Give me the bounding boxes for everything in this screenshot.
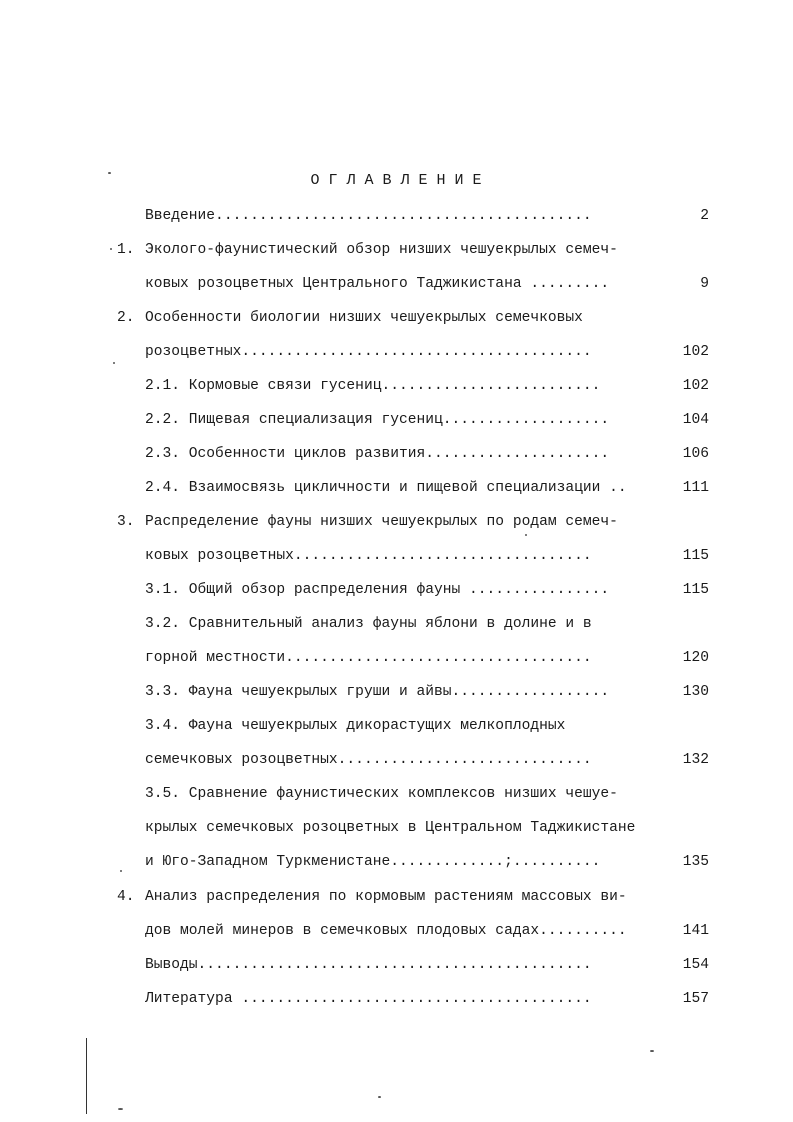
toc-page-3-4: 132 (682, 752, 709, 768)
scan-speck (118, 1108, 123, 1110)
toc-entry-2-1: 2.1. Кормовые связи гусениц......................... (145, 378, 601, 394)
scan-speck (378, 1096, 381, 1098)
toc-entry-3-line2: ковых розоцветных.................................. (145, 548, 592, 564)
toc-page-conclusions: 154 (682, 957, 709, 973)
scan-speck (113, 362, 115, 364)
scan-speck (108, 172, 111, 174)
scan-speck (525, 534, 527, 536)
toc-entry-3-2-line2: горной местности................................... (145, 650, 592, 666)
toc-page-2-4: 111 (682, 480, 709, 496)
toc-number-4: 4. (117, 889, 135, 905)
toc-entry-3-5-line1: 3.5. Сравнение фаунистических комплексов низших чешуе- (145, 786, 618, 802)
toc-entry-3-3: 3.3. Фауна чешуекрылых груши и айвы.................. (145, 684, 610, 700)
toc-page-2-1: 102 (682, 378, 709, 394)
toc-page-3-5: 135 (682, 854, 709, 870)
toc-entry-3-5-line2: крылых семечковых розоцветных в Центральном Таджикистане (145, 820, 636, 836)
toc-entry-3-4-line2: семечковых розоцветных............................. (145, 752, 592, 768)
toc-entry-2-3: 2.3. Особенности циклов развития..................... (145, 446, 610, 462)
toc-entry-2-4: 2.4. Взаимосвязь цикличности и пищевой специализации .. (145, 480, 627, 496)
toc-entry-literature: Литература ........................................ (145, 991, 592, 1007)
scan-speck (650, 1050, 654, 1052)
toc-entry-3-5-line3: и Юго-Западном Туркменистане.............;.......... (145, 854, 601, 870)
toc-entry-conclusions: Выводы............................................. (145, 957, 592, 973)
toc-entry-3-2-line1: 3.2. Сравнительный анализ фауны яблони в долине и в (145, 616, 592, 632)
toc-page-2-3: 106 (682, 446, 709, 462)
toc-page-literature: 157 (682, 991, 709, 1007)
toc-entry-4-line2: дов молей минеров в семечковых плодовых садах.......... (145, 923, 627, 939)
toc-page-3-1: 115 (682, 582, 709, 598)
toc-entry-1-line2: ковых розоцветных Центрального Таджикистана ......... (145, 276, 610, 292)
scan-margin-line (86, 1038, 87, 1114)
toc-page-3: 115 (682, 548, 709, 564)
toc-entry-2-2: 2.2. Пищевая специализация гусениц................... (145, 412, 610, 428)
toc-number-3: 3. (117, 514, 135, 530)
toc-entry-3-4-line1: 3.4. Фауна чешуекрылых дикорастущих мелкоплодных (145, 718, 566, 734)
toc-entry-intro: Введение........................................... (145, 208, 592, 224)
toc-page-4: 141 (682, 923, 709, 939)
toc-page-intro: 2 (700, 208, 709, 224)
scan-speck (120, 870, 122, 872)
toc-entry-2-line2: розоцветных........................................ (145, 344, 592, 360)
toc-entry-3-1: 3.1. Общий обзор распределения фауны ................ (145, 582, 610, 598)
toc-page-3-2: 120 (682, 650, 709, 666)
scan-speck (110, 248, 112, 250)
toc-page-2: 102 (682, 344, 709, 360)
toc-page-2-2: 104 (682, 412, 709, 428)
toc-number-1: 1. (117, 242, 135, 258)
page-title: ОГЛАВЛЕНИЕ (310, 172, 491, 189)
toc-page-1: 9 (700, 276, 709, 292)
toc-number-2: 2. (117, 310, 135, 326)
toc-entry-1-line1: Эколого-фаунистический обзор низших чешуекрылых семеч- (145, 242, 618, 258)
toc-entry-3-line1: Распределение фауны низших чешуекрылых по родам семеч- (145, 514, 618, 530)
toc-entry-4-line1: Анализ распределения по кормовым растениям массовых ви- (145, 889, 627, 905)
toc-page-3-3: 130 (682, 684, 709, 700)
toc-entry-2-line1: Особенности биологии низших чешуекрылых семечковых (145, 310, 583, 326)
